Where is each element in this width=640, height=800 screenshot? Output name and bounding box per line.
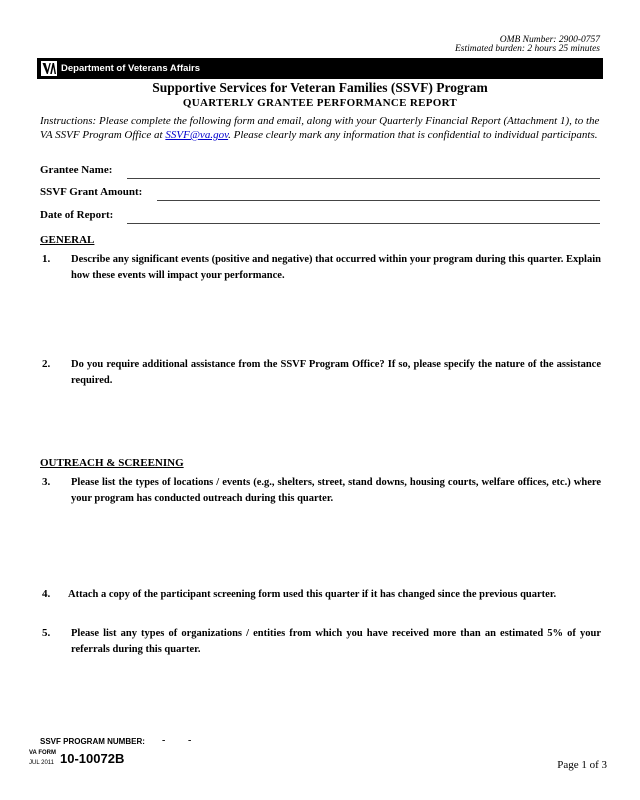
question-text: Attach a copy of the participant screening form used this quarter if it has changed since the previous quarter. bbox=[68, 589, 557, 600]
agency-name: Department of Veterans Affairs bbox=[61, 63, 201, 74]
grantee-name-field[interactable] bbox=[127, 178, 600, 179]
page-number: Page 1 of 3 bbox=[557, 759, 607, 771]
form-date: JUL 2011 bbox=[29, 760, 55, 766]
question-number: 2. bbox=[42, 358, 51, 370]
question-text: Do you require additional assistance from the SSVF Program Office? If so, please specify the nature of the assistance required. bbox=[71, 359, 601, 386]
program-number-dash: - bbox=[162, 735, 166, 746]
question-number: 1. bbox=[42, 253, 51, 265]
omb-number: OMB Number: 2900-0757 bbox=[499, 35, 600, 45]
program-number-label: SSVF PROGRAM NUMBER: bbox=[40, 737, 145, 746]
email-link[interactable]: SSVF@va.gov bbox=[165, 129, 229, 141]
question-text: Describe any significant events (positive and negative) that occurred within your program during this quarter. Explain how these events will impact your performance. bbox=[71, 254, 601, 281]
section-general: GENERAL bbox=[40, 234, 95, 246]
grantee-name-label: Grantee Name: bbox=[40, 164, 113, 176]
instructions-text-end: . Please clearly mark any information that is confidential to individual participants. bbox=[228, 129, 598, 141]
question-text: Please list any types of organizations / entities from which you have received more than an estimated 5% of your referrals during this quarter. bbox=[71, 628, 601, 655]
agency-banner bbox=[37, 58, 603, 79]
report-date-field[interactable] bbox=[127, 223, 600, 224]
instructions-text: Instructions: Please complete the following form and email, along with your Quarterly Financial Report (Attachment 1), to the VA SSVF Program Office at bbox=[40, 115, 600, 141]
estimated-burden: Estimated burden: 2 hours 25 minutes bbox=[454, 44, 600, 54]
program-number-dash: - bbox=[188, 735, 192, 746]
question-text: Please list the types of locations / events (e.g., shelters, street, stand downs, housing courts, welfare offices, etc.) where your program has conducted outreach during this quarter. bbox=[71, 477, 601, 504]
grant-amount-label: SSVF Grant Amount: bbox=[40, 186, 143, 198]
page-subtitle: QUARTERLY GRANTEE PERFORMANCE REPORT bbox=[182, 97, 458, 109]
question-number: 3. bbox=[42, 476, 51, 488]
section-outreach: OUTREACH & SCREENING bbox=[40, 457, 184, 469]
question-number: 4. bbox=[42, 588, 51, 600]
instructions bbox=[40, 114, 606, 142]
form-number: 10-10072B bbox=[60, 751, 125, 766]
page-title: Supportive Services for Veteran Families (SSVF) Program bbox=[152, 80, 488, 95]
question-number: 5. bbox=[42, 627, 51, 639]
va-form-label: VA FORM bbox=[29, 750, 56, 756]
va-logo-icon bbox=[41, 61, 57, 76]
report-date-label: Date of Report: bbox=[40, 209, 114, 221]
grant-amount-field[interactable] bbox=[157, 200, 600, 201]
